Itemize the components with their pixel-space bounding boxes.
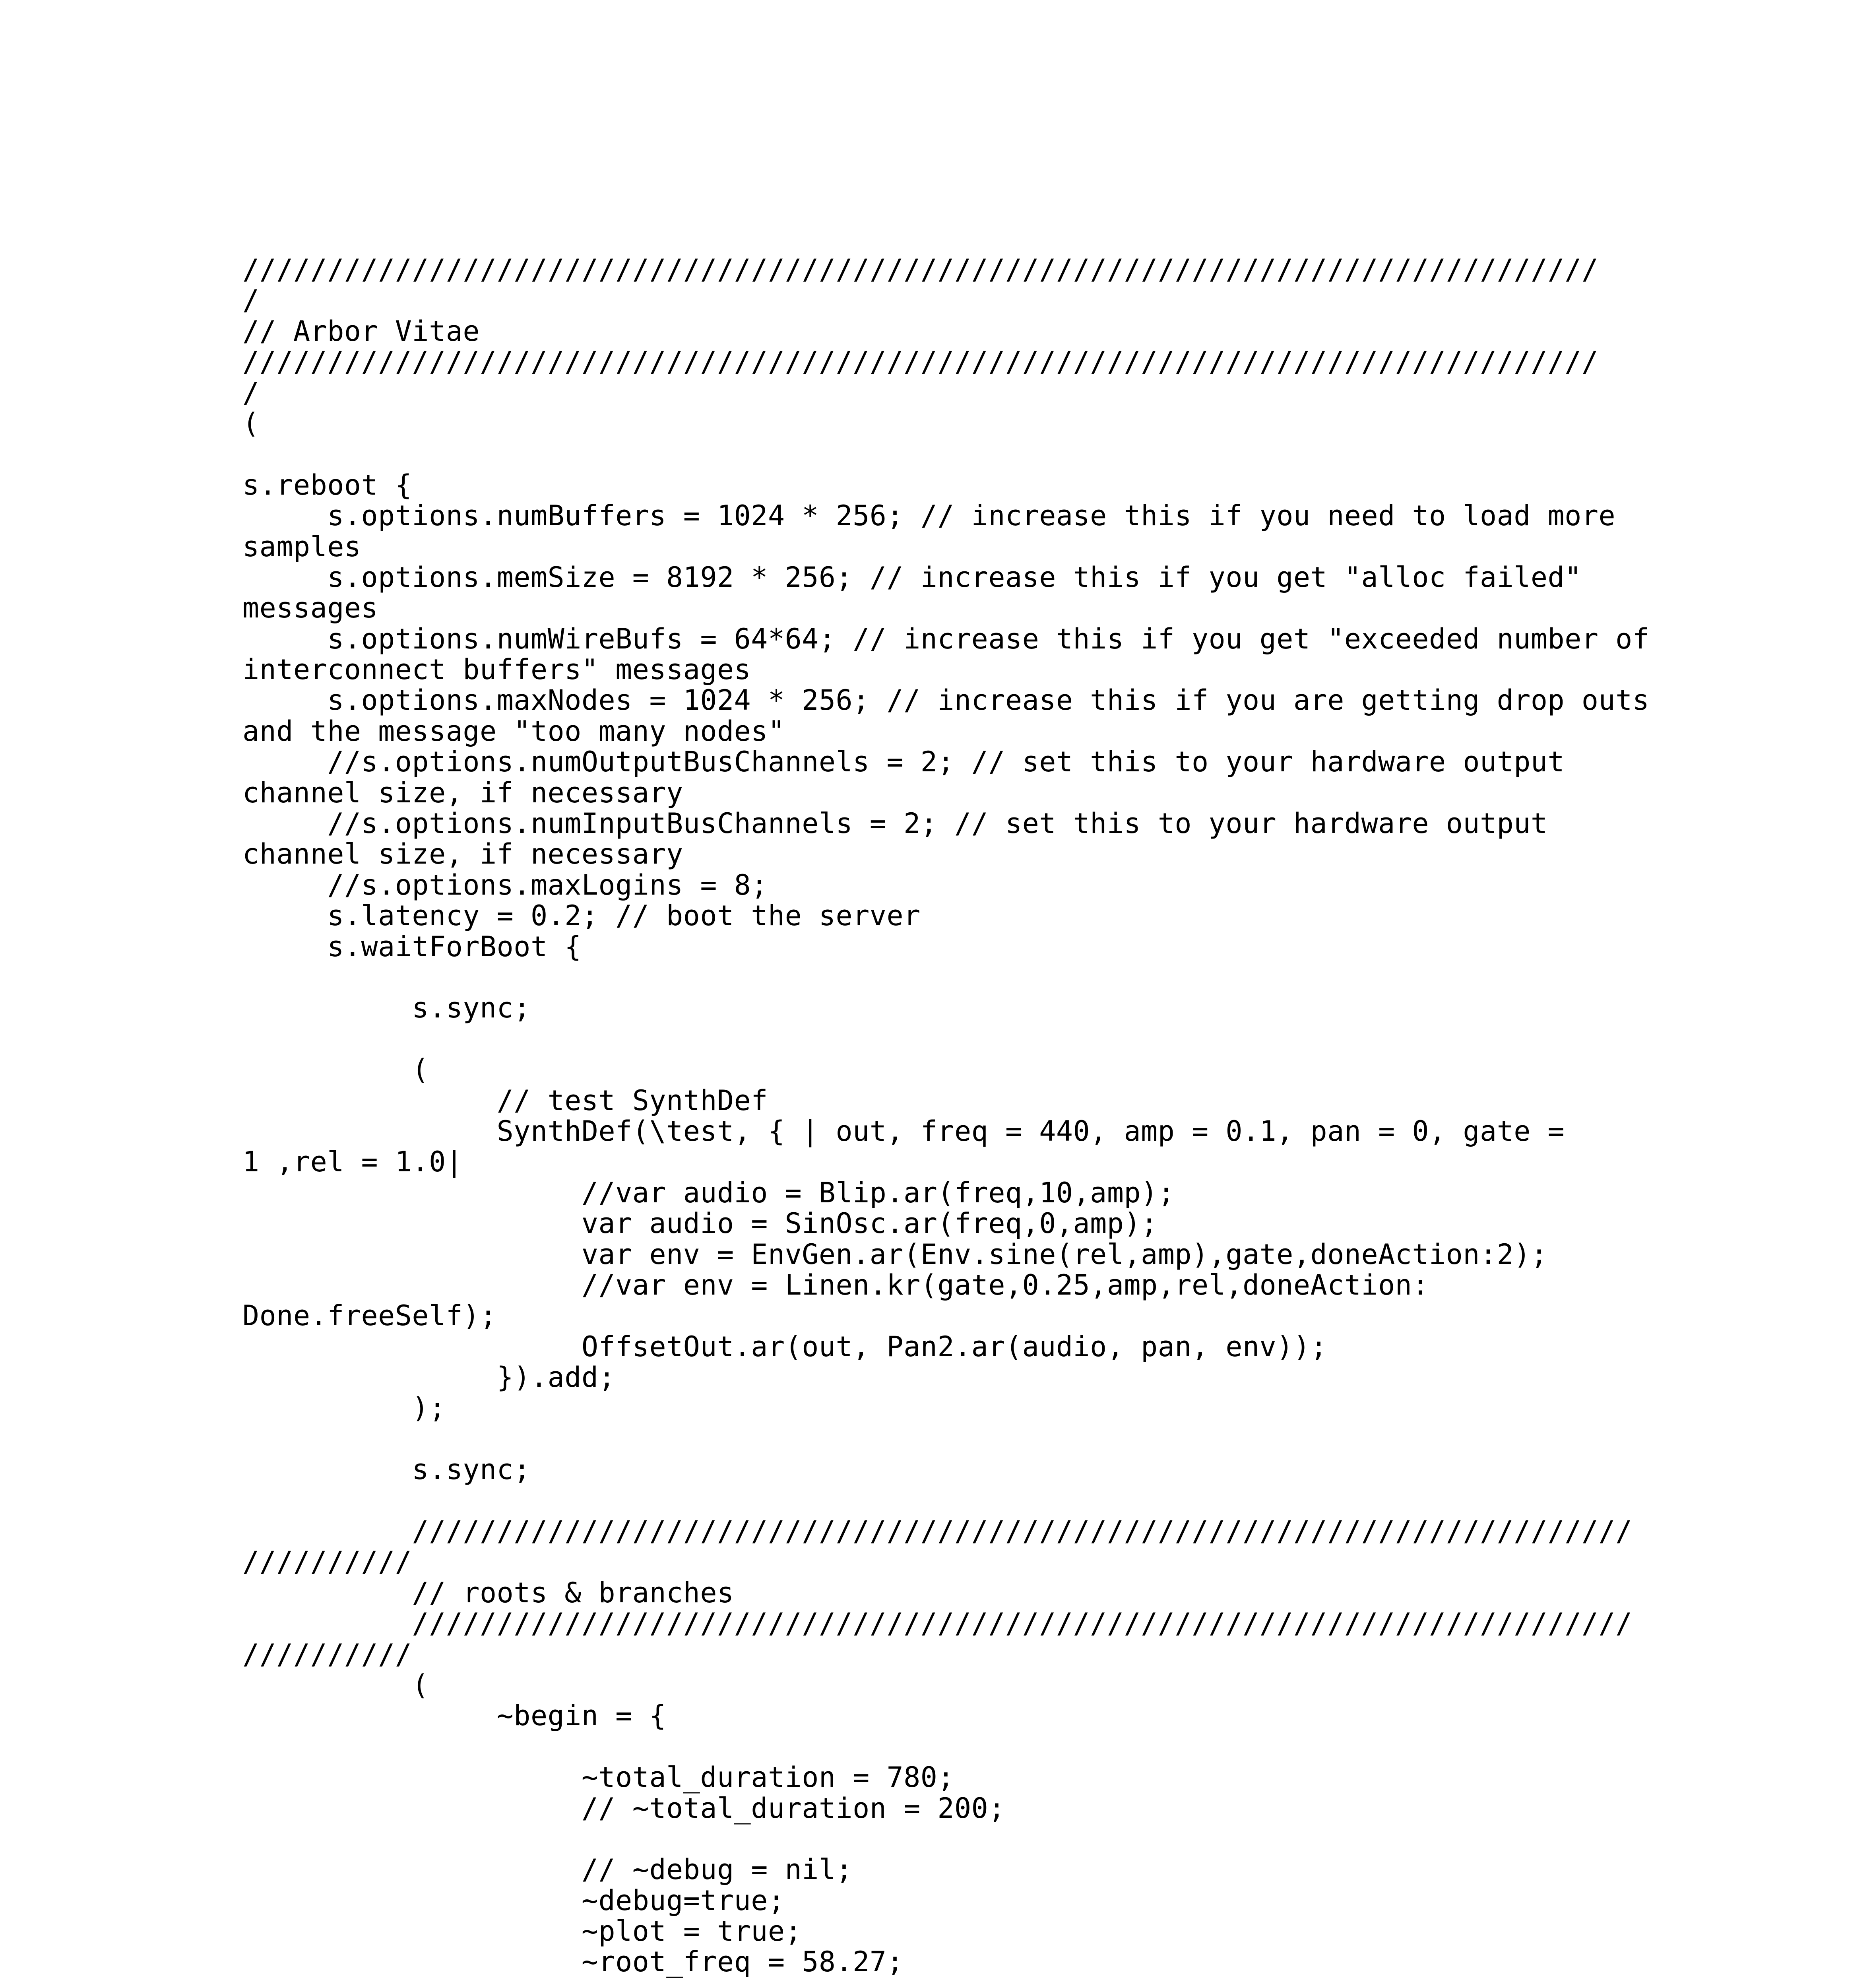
code-line xyxy=(242,1485,1658,1516)
code-line: / xyxy=(242,376,260,409)
code-line: s.options.maxNodes = 1024 * 256; // increase this if you are getting drop outs xyxy=(242,684,1650,717)
code-line: // ~debug = nil; xyxy=(242,1853,853,1886)
code-line: //////////////////////////////////////////////////////////////////////////////// xyxy=(242,346,1599,379)
code-line: //var env = Linen.kr(gate,0.25,amp,rel,doneAction: xyxy=(242,1268,1429,1301)
code-line: //////////////////////////////////////////////////////////////////////// xyxy=(242,1607,1633,1640)
code-line: interconnect buffers" messages xyxy=(242,653,751,686)
code-line: SynthDef(\test, { | out, freq = 440, amp = 0.1, pan = 0, gate = xyxy=(242,1114,1565,1147)
code-line: s.options.numBuffers = 1024 * 256; // increase this if you need to load more xyxy=(242,499,1616,532)
code-line xyxy=(242,439,1658,470)
code-line: and the message "too many nodes" xyxy=(242,714,785,747)
code-line: //var audio = Blip.ar(freq,10,amp); xyxy=(242,1176,1175,1209)
code-line: //////////////////////////////////////////////////////////////////////// xyxy=(242,1515,1633,1548)
code-line xyxy=(242,1824,1658,1854)
code-line: ////////// xyxy=(242,1638,412,1671)
code-line xyxy=(242,1424,1658,1454)
code-line: }).add; xyxy=(242,1361,616,1394)
code-line: s.reboot { xyxy=(242,468,412,501)
code-line xyxy=(242,1024,1658,1054)
code-line: channel size, if necessary xyxy=(242,838,683,871)
code-line: ~root_freq = 58.27; xyxy=(242,1945,904,1978)
code-line xyxy=(242,1978,1658,1988)
code-line: messages xyxy=(242,592,378,625)
code-line: ( xyxy=(242,1053,429,1086)
code-line: ~debug=true; xyxy=(242,1884,785,1917)
code-line: //////////////////////////////////////////////////////////////////////////////// xyxy=(242,253,1599,286)
code-line: // ~total_duration = 200; xyxy=(242,1792,1005,1825)
code-line: s.options.memSize = 8192 * 256; // increase this if you get "alloc failed" xyxy=(242,561,1582,594)
code-line: 1 ,rel = 1.0| xyxy=(242,1145,463,1178)
code-line: ); xyxy=(242,1392,446,1425)
code-line: OffsetOut.ar(out, Pan2.ar(audio, pan, env)); xyxy=(242,1330,1328,1363)
code-line: ( xyxy=(242,407,260,440)
code-line: Done.freeSelf); xyxy=(242,1299,497,1332)
code-line: // Arbor Vitae xyxy=(242,315,480,348)
code-line: // test SynthDef xyxy=(242,1084,768,1117)
code-line: samples xyxy=(242,530,361,563)
code-line: //s.options.numInputBusChannels = 2; // set this to your hardware output xyxy=(242,807,1548,840)
code-line: s.waitForBoot { xyxy=(242,930,582,963)
code-line: //s.options.numOutputBusChannels = 2; // set this to your hardware output xyxy=(242,746,1565,779)
code-line: // roots & branches xyxy=(242,1576,734,1609)
code-line: s.options.numWireBufs = 64*64; // increase this if you get "exceeded number of xyxy=(242,622,1650,655)
code-line xyxy=(242,1732,1658,1762)
code-line: ~begin = { xyxy=(242,1699,667,1732)
code-line: s.sync; xyxy=(242,1453,531,1486)
code-line: var env = EnvGen.ar(Env.sine(rel,amp),gate,doneAction:2); xyxy=(242,1238,1548,1271)
code-line: s.sync; xyxy=(242,992,531,1025)
code-line: var audio = SinOsc.ar(freq,0,amp); xyxy=(242,1207,1158,1240)
code-line: / xyxy=(242,284,260,317)
code-line: //s.options.maxLogins = 8; xyxy=(242,868,768,901)
code-line: ~total_duration = 780; xyxy=(242,1761,955,1794)
code-line: ( xyxy=(242,1668,429,1701)
code-listing xyxy=(242,254,1658,1988)
code-line xyxy=(242,962,1658,993)
code-line: channel size, if necessary xyxy=(242,776,683,809)
code-line: ~plot = true; xyxy=(242,1915,802,1948)
code-line: s.latency = 0.2; // boot the server xyxy=(242,899,921,932)
code-line: ////////// xyxy=(242,1545,412,1578)
